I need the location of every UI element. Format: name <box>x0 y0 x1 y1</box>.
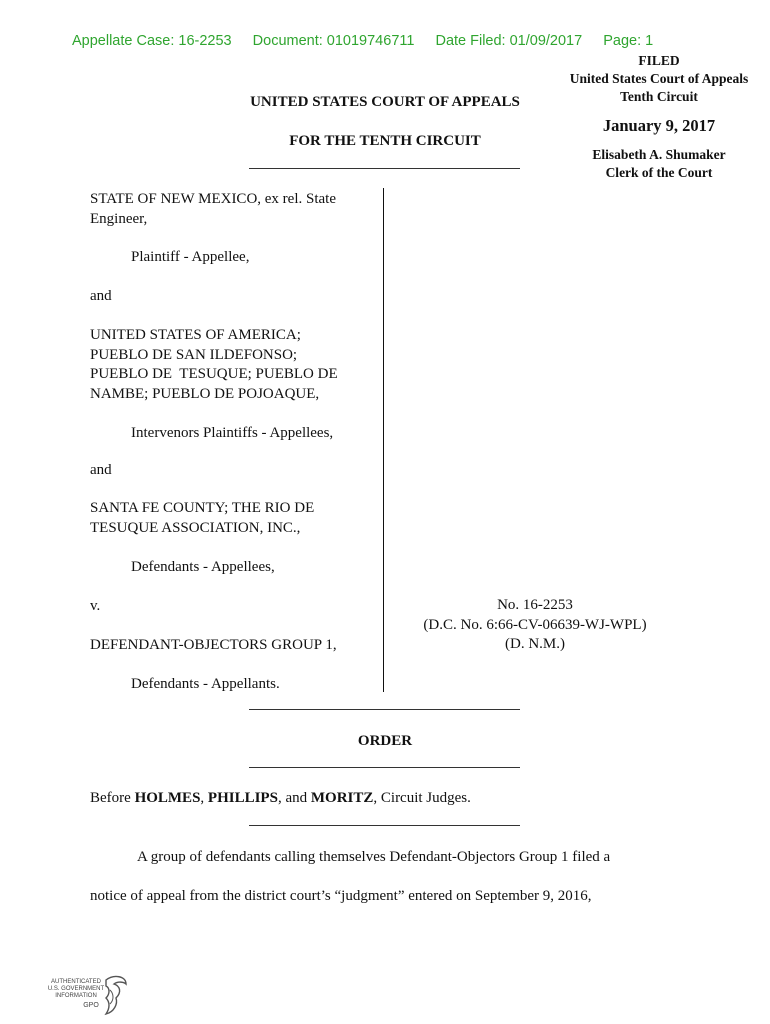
filed-court: United States Court of Appeals <box>569 71 749 86</box>
gpo-text: GPO <box>83 1002 99 1009</box>
body-line-1: A group of defendants calling themselves Defendant-Objectors Group 1 filed a <box>137 849 611 865</box>
caption-party2 <box>90 326 380 404</box>
order-heading: ORDER <box>357 733 413 749</box>
caption-line: PUEBLO DE TESUQUE; PUEBLO DE <box>90 366 338 382</box>
case-number-block <box>405 596 665 655</box>
caption-party3 <box>90 499 380 538</box>
district-case-number: (D.C. No. 6:66-CV-06639-WJ-WPL) <box>423 616 647 633</box>
judge-name: PHILLIPS <box>207 790 278 806</box>
panel-line <box>90 790 471 807</box>
judge-name: HOLMES <box>134 790 201 806</box>
gpo-text: INFORMATION <box>55 993 97 999</box>
district-court: (D. N.M.) <box>505 636 565 652</box>
filed-stamp <box>548 52 770 182</box>
filed-date: January 9, 2017 <box>602 116 716 135</box>
caption-versus: v. <box>90 598 101 614</box>
caption-role1: Plaintiff - Appellee, <box>131 249 250 265</box>
caption-role3: Defendants - Appellees, <box>131 559 275 575</box>
caption-line: PUEBLO DE SAN ILDEFONSO; <box>90 346 298 363</box>
document-header <box>72 33 670 49</box>
body-line-2: notice of appeal from the district court’s “judgment” entered on September 9, 2016, <box>90 888 592 904</box>
caption-line: Engineer, <box>90 210 148 227</box>
gpo-text: U.S. GOVERNMENT <box>47 986 105 992</box>
caption-and2: and <box>90 462 112 478</box>
caption-party4: DEFENDANT-OBJECTORS GROUP 1, <box>90 637 337 653</box>
header-date-filed: Date Filed: 01/09/2017 <box>435 33 583 49</box>
gpo-text: AUTHENTICATED <box>51 979 101 985</box>
filed-label: FILED <box>638 53 680 68</box>
caption-party1 <box>90 190 380 229</box>
court-title-line1: UNITED STATES COURT OF APPEALS <box>250 94 520 110</box>
caption-vertical-line <box>383 188 384 692</box>
caption-and1: and <box>90 288 112 304</box>
gpo-eagle-icon <box>44 974 134 1018</box>
caption-role4: Defendants - Appellants. <box>131 676 280 692</box>
panel-prefix: Before <box>90 790 135 806</box>
caption-line: STATE OF NEW MEXICO, ex rel. State <box>90 191 336 207</box>
panel-suffix: , Circuit Judges. <box>373 790 471 806</box>
header-case: Appellate Case: 16-2253 <box>72 33 232 49</box>
caption-line: NAMBE; PUEBLO DE POJOAQUE, <box>90 385 320 402</box>
filed-circuit: Tenth Circuit <box>620 89 698 104</box>
court-title-line2: FOR THE TENTH CIRCUIT <box>289 133 481 149</box>
header-page: Page: 1 <box>603 33 654 49</box>
header-document: Document: 01019746711 <box>252 33 415 49</box>
clerk-name: Elisabeth A. Shumaker <box>592 147 726 162</box>
caption-line: TESUQUE ASSOCIATION, INC., <box>90 519 301 536</box>
divider <box>249 825 520 826</box>
divider <box>249 168 520 169</box>
panel-separator: , <box>200 790 208 806</box>
clerk-title: Clerk of the Court <box>605 165 713 180</box>
judge-name: MORITZ <box>310 790 374 806</box>
gpo-authentication-logo <box>44 974 134 1018</box>
panel-separator: , and <box>277 790 311 806</box>
caption-role2: Intervenors Plaintiffs - Appellees, <box>131 425 334 441</box>
divider <box>249 767 520 768</box>
caption-line: SANTA FE COUNTY; THE RIO DE <box>90 500 315 516</box>
divider <box>249 709 520 710</box>
caption-line: UNITED STATES OF AMERICA; <box>90 327 301 343</box>
case-number: No. 16-2253 <box>497 597 573 613</box>
